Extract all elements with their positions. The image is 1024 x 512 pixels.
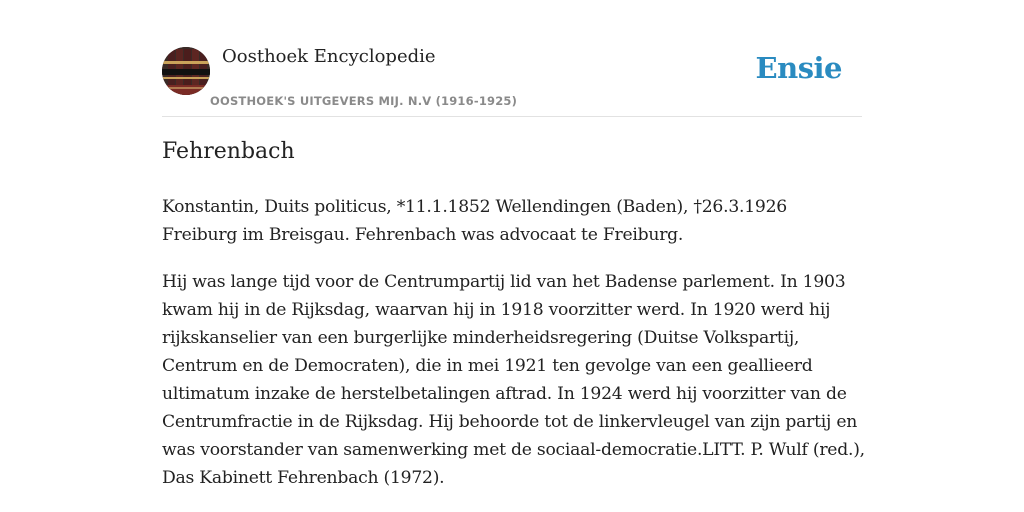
- source-header: [162, 46, 862, 117]
- source-name[interactable]: Oosthoek Encyclopedie: [222, 46, 436, 67]
- source-subtitle: OOSTHOEK'S UITGEVERS MIJ. N.V (1916-1925): [210, 94, 518, 108]
- page-title: Fehrenbach: [162, 139, 295, 164]
- article-paragraph: Hij was lange tijd voor de Centrumpartij lid van het Badense parlement. In 1903 kwam hij in de Rijksdag, waarvan hij in 1918 voorzitter werd. In 1920 werd hij rijkskanselier van een burgerlijke minderheidsregering (Duitse Volkspartij, Centrum en de Democraten), die in mei 1921 ten gevolge van een geallieerd ultimatum inzake de herstelbetalingen aftrad. In 1924 werd hij voorzitter van de Centrumfractie in de Rijksdag. Hij behoorde tot de linkervleugel van zijn partij en was voorstander van samenwerking met de sociaal-democratie.LITT. P. Wulf (red.), Das Kabinett Fehrenbach (1972).: [162, 272, 865, 488]
- article-body: [162, 193, 867, 511]
- brand-logo[interactable]: Ensie: [755, 51, 842, 85]
- article-paragraph: Konstantin, Duits politicus, *11.1.1852 Wellendingen (Baden), †26.3.1926 Freiburg im Breisgau. Fehrenbach was advocaat te Freiburg.: [162, 197, 787, 245]
- book-spines-icon[interactable]: [162, 47, 210, 95]
